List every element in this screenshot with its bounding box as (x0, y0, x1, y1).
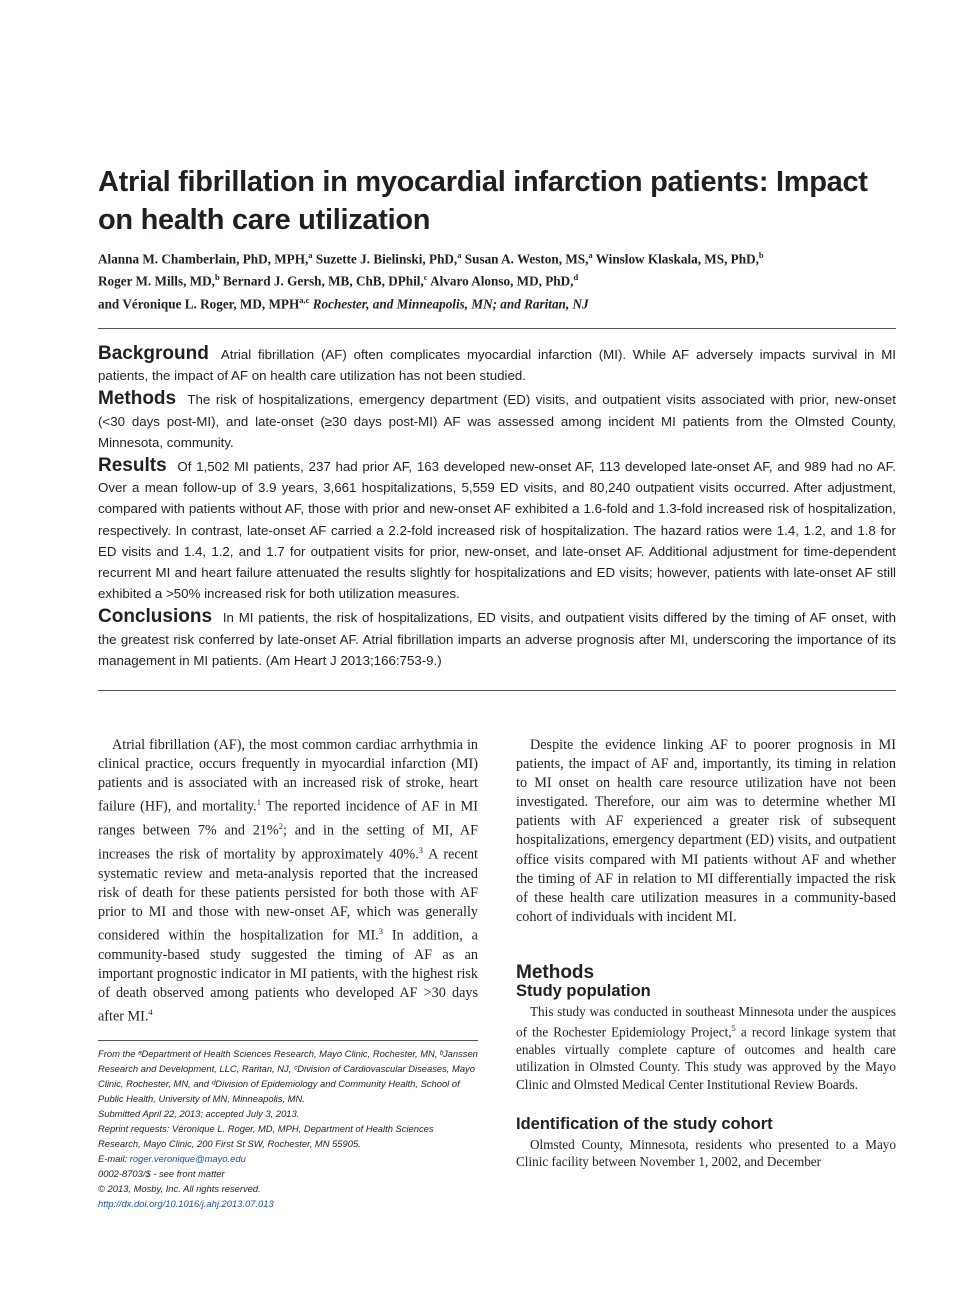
affiliation-mark: c (423, 272, 428, 283)
abstract-results (98, 455, 896, 604)
reference-link[interactable]: 4 (148, 1007, 153, 1018)
author: Bernard J. Gersh, MB, ChB, DPhil, (219, 273, 424, 289)
right-column (516, 736, 896, 1171)
footnotes (98, 1046, 478, 1211)
abstract-conclusions (98, 606, 896, 671)
article-title: Atrial fibrillation in myocardial infarction patients: Impact on health care utilization (98, 166, 868, 236)
author: Susan A. Weston, MS, (461, 251, 589, 267)
footnote-rule (98, 1040, 478, 1041)
reference-link[interactable]: 1 (256, 797, 261, 808)
affiliation-mark: a (588, 250, 593, 260)
abstract-heading: Results (98, 455, 167, 477)
email-link[interactable]: roger.veronique@mayo.edu (129, 1153, 246, 1164)
intro-paragraph: Atrial fibrillation (AF), the most common cardiac arrhythmia in clinical practice, occurs frequently in myocardial infarction (MI) patients and is associated with an increased risk of stroke, heart failure (HF), and mortality.$^1$ The reported incidence of AF in MI ranges between 7% and 21%$^2$; and in the setting of MI, AF increases the risk of mortality by approximately 40%.$^3$ A recent systematic review and meta-analysis reported that the increased risk of death for these patients persisted for both those with AF prior to MI and those with new-onset AF, which was generally considered within the hospitalization for MI.$^3$ In addition, a community-based study suggested the timing of AF as an important prognostic indicator in MI patients, with the highest risk of death observed among patients who developed AF >30 days after MI.$^4$ (98, 737, 479, 1025)
affiliation-mark: d (573, 272, 579, 283)
abstract-top-rule (98, 328, 896, 329)
author-location: Rochester, and Minneapolis, MN; and Raritan, NJ (312, 296, 589, 312)
reprint-note: Reprint requests: Véronique L. Roger, MD, MPH, Department of Health Sciences Research, Mayo Clinic, 200 First St SW, Rochester, MN 55905. (98, 1123, 434, 1149)
affiliation-mark: a (308, 250, 313, 260)
abstract-text: The risk of hospitalizations, emergency department (ED) visits, and outpatient visits associated with prior, new-onset (<30 days post-MI), and late-onset (≥30 days post-MI) AF was assessed among incident MI patients from the Olmsted County, Minnesota, community. (98, 392, 896, 450)
author-list (98, 246, 896, 313)
abstract-text: Of 1,502 MI patients, 237 had prior AF, 163 developed new-onset AF, 113 developed late-onset AF, and 989 had no AF. Over a mean follow-up of 3.9 years, 3,661 hospitalizations, 5,559 ED visits, and 80,240 outpatient visits occurred. After adjustment, compared with patients without AF, those with prior and new-onset AF exhibited a 1.6-fold and 1.3-fold increased risk of hospitalization, respectively. In contrast, late-onset AF carried a 2.2-fold increased risk of hospitalization. The hazard ratios were 1.4, 1.2, and 1.8 for ED visits and 1.4, 1.2, and 1.7 for outpatient visits for prior, new-onset, and late-onset AF. Additional adjustment for time-dependent recurrent MI and heart failure attenuated the results slightly for hospitalizations and ED visits; however, patients with late-onset AF still exhibited a >50% increased risk for both utilization measures. (98, 459, 896, 602)
abstract-text: Atrial fibrillation (AF) often complicates myocardial infarction (MI). While AF adversely impacts survival in MI patients, the impact of AF on health care utilization has not been studied. (98, 347, 896, 384)
doi-link[interactable]: http://dx.doi.org/10.1016/j.ahj.2013.07.013 (98, 1198, 274, 1209)
abstract-heading: Conclusions (98, 606, 213, 628)
abstract (98, 343, 896, 673)
reference-link[interactable]: 3 (418, 844, 424, 855)
abstract-bottom-rule (98, 690, 896, 691)
affiliation-mark: a (457, 250, 462, 260)
reference-link[interactable]: 2 (278, 821, 283, 832)
affiliation-mark: b (758, 250, 764, 260)
reference-link[interactable]: 3 (378, 926, 383, 937)
affiliation-mark: a,c (299, 294, 310, 305)
issn-note: 0002-8703/$ - see front matter (98, 1168, 225, 1179)
study-cohort-heading: Identification of the study cohort (516, 1115, 773, 1133)
abstract-background (98, 343, 896, 386)
author: Roger M. Mills, MD, (98, 273, 215, 289)
author: and Véronique L. Roger, MD, MPH (98, 296, 300, 312)
reference-link[interactable]: 5 (731, 1023, 736, 1034)
copyright-note: © 2013, Mosby, Inc. All rights reserved. (98, 1183, 261, 1194)
abstract-heading: Background (98, 343, 209, 364)
study-population-heading: Study population (516, 982, 651, 1001)
abstract-heading: Methods (98, 388, 177, 410)
author: Winslow Klaskala, MS, PhD, (592, 251, 759, 267)
author: Alanna M. Chamberlain, PhD, MPH, (98, 251, 309, 267)
study-cohort-paragraph: Olmsted County, Minnesota, residents who presented to a Mayo Clinic facility between November 1, 2002, and December (516, 1137, 896, 1170)
intro-paragraph-2: Despite the evidence linking AF to poorer prognosis in MI patients, the impact of AF and, importantly, its timing in relation to MI onset on health care resource utilization have not been investigated. Therefore, our aim was to determine whether MI patients with AF experienced a greater risk of subsequent hospitalizations, emergency department (ED) visits, and outpatient office visits compared with MI patients without AF and whether the timing of AF in relation to MI differentially impacted the risk of these health care utilization measures in a community-based cohort of individuals with incident MI. (516, 737, 896, 925)
submitted-note: Submitted April 22, 2013; accepted July 3, 2013. (98, 1108, 300, 1119)
affiliations-note: From the ᵃDepartment of Health Sciences Research, Mayo Clinic, Rochester, MN, ᵇJanssen Research and Development, LLC, Raritan, NJ, ᶜDivision of Cardiovascular Diseases, Mayo Clinic, Rochester, MN, and ᵈDivision of Epidemiology and Community Health, School of Public Health, University of MN, Minneapolis, MN. (98, 1048, 478, 1104)
study-population-paragraph: This study was conducted in southeast Minnesota under the auspices of the Rochester Epidemiology Project,$^5$ a record linkage system that enables virtually complete capture of outcomes and health care utilization in Olmsted County. This study was approved by the Mayo Clinic and Olmsted Medical Center Institutional Review Boards. (516, 1004, 896, 1092)
author: Alvaro Alonso, MD, PhD, (427, 273, 574, 289)
email-note: E-mail: roger.veronique@mayo.edu (98, 1153, 246, 1164)
author: Suzette J. Bielinski, PhD, (312, 251, 458, 267)
abstract-methods (98, 388, 896, 453)
left-column (98, 736, 478, 1027)
affiliation-mark: b (214, 272, 220, 283)
abstract-text: In MI patients, the risk of hospitalizations, ED visits, and outpatient visits differed by the timing of AF onset, with the greatest risk conferred by late-onset AF. Atrial fibrillation imparts an adverse prognosis after MI, underscoring the importance of its management in MI patients. (Am Heart J 2013;166:753-9.) (98, 610, 896, 668)
methods-heading: Methods (516, 961, 595, 983)
